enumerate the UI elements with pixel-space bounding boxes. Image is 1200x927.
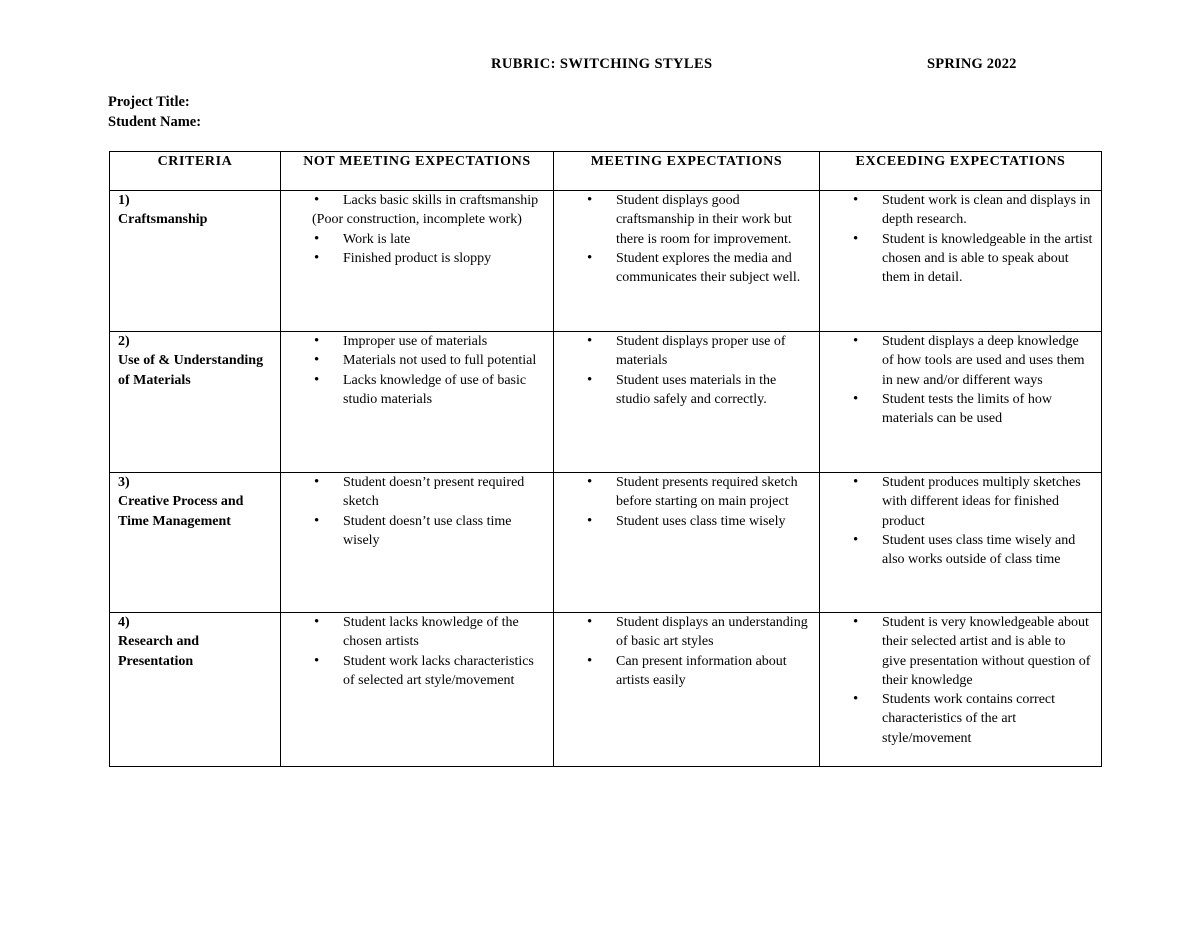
- document-title: RUBRIC: SWITCHING STYLES: [491, 56, 713, 72]
- list-item: • Student work lacks characteristics of selected art style/movement: [343, 652, 545, 691]
- criterion-number: 2): [118, 334, 130, 349]
- list-item: • Student doesn’t use class time wisely: [343, 512, 545, 551]
- list-item: • Student uses class time wisely and also works outside of class time: [882, 531, 1093, 570]
- criterion-name: Use of & Understanding of Materials: [118, 353, 264, 388]
- list-item: • Finished product is sloppy: [343, 249, 545, 268]
- list-item: • Student lacks knowledge of the chosen artists: [343, 613, 545, 652]
- criterion-name: Creative Process and Time Management: [118, 494, 244, 529]
- exceeding-cell: [820, 332, 1102, 473]
- list-item: • Student is very knowledgeable about their selected artist and is able to give presentation without question of their knowledge: [882, 613, 1093, 690]
- criterion-name: Research and Presentation: [118, 634, 200, 669]
- not-meeting-cell: [281, 613, 554, 767]
- not-meeting-cell: [281, 191, 554, 332]
- header-row: [110, 152, 1102, 191]
- list-item: • Student displays proper use of materials: [616, 332, 811, 371]
- table-row: [110, 613, 1102, 767]
- not-meeting-cell: [281, 473, 554, 613]
- table-row: [110, 473, 1102, 613]
- list-item: • Student uses class time wisely: [616, 512, 811, 531]
- student-name-label: Student Name:: [108, 114, 202, 130]
- criterion-number: 4): [118, 615, 130, 630]
- exceeding-cell: [820, 473, 1102, 613]
- not-meeting-note: (Poor construction, incomplete work): [312, 212, 522, 228]
- criterion-cell: [110, 191, 281, 332]
- exceeding-cell: [820, 613, 1102, 767]
- column-header-meeting: MEETING EXPECTATIONS: [554, 152, 820, 191]
- list-item: • Lacks basic skills in craftsmanship: [343, 191, 545, 210]
- list-item: • Work is late: [343, 230, 545, 249]
- meeting-cell: [554, 191, 820, 332]
- list-item: • Student produces multiply sketches with different ideas for finished product: [882, 473, 1093, 531]
- criterion-number: 1): [118, 193, 130, 208]
- list-item: • Improper use of materials: [343, 332, 545, 351]
- list-item: • Student tests the limits of how materials can be used: [882, 390, 1093, 429]
- list-item: • Student work is clean and displays in depth research.: [882, 191, 1093, 230]
- project-title-label: Project Title:: [108, 94, 190, 110]
- list-item: • Student displays an understanding of basic art styles: [616, 613, 811, 652]
- list-item: • Student presents required sketch before starting on main project: [616, 473, 811, 512]
- criterion-name: Craftsmanship: [118, 212, 208, 228]
- list-item: • Materials not used to full potential: [343, 351, 545, 370]
- meeting-cell: [554, 613, 820, 767]
- meeting-cell: [554, 473, 820, 613]
- column-header-exceeding: EXCEEDING EXPECTATIONS: [820, 152, 1102, 191]
- criterion-cell: [110, 332, 281, 473]
- list-item: • Student displays a deep knowledge of how tools are used and uses them in new and/or different ways: [882, 332, 1093, 390]
- term-label: SPRING 2022: [927, 56, 1017, 72]
- list-item: • Student displays good craftsmanship in their work but there is room for improvement.: [616, 191, 811, 249]
- list-item: • Student explores the media and communicates their subject well.: [616, 249, 811, 288]
- column-header-not-meeting: NOT MEETING EXPECTATIONS: [281, 152, 554, 191]
- list-item: • Student doesn’t present required sketch: [343, 473, 545, 512]
- list-item: • Student is knowledgeable in the artist chosen and is able to speak about them in detail.: [882, 230, 1093, 288]
- list-item: • Lacks knowledge of use of basic studio materials: [343, 371, 545, 410]
- column-header-criteria: CRITERIA: [110, 152, 281, 191]
- criterion-cell: [110, 473, 281, 613]
- exceeding-cell: [820, 191, 1102, 332]
- not-meeting-cell: [281, 332, 554, 473]
- table-row: [110, 191, 1102, 332]
- list-item: • Student uses materials in the studio safely and correctly.: [616, 371, 811, 410]
- criterion-number: 3): [118, 475, 130, 490]
- criterion-cell: [110, 613, 281, 767]
- list-item: • Can present information about artists easily: [616, 652, 811, 691]
- meeting-cell: [554, 332, 820, 473]
- rubric-table: [109, 151, 1102, 767]
- list-item: • Students work contains correct characteristics of the art style/movement: [882, 690, 1093, 748]
- table-row: [110, 332, 1102, 473]
